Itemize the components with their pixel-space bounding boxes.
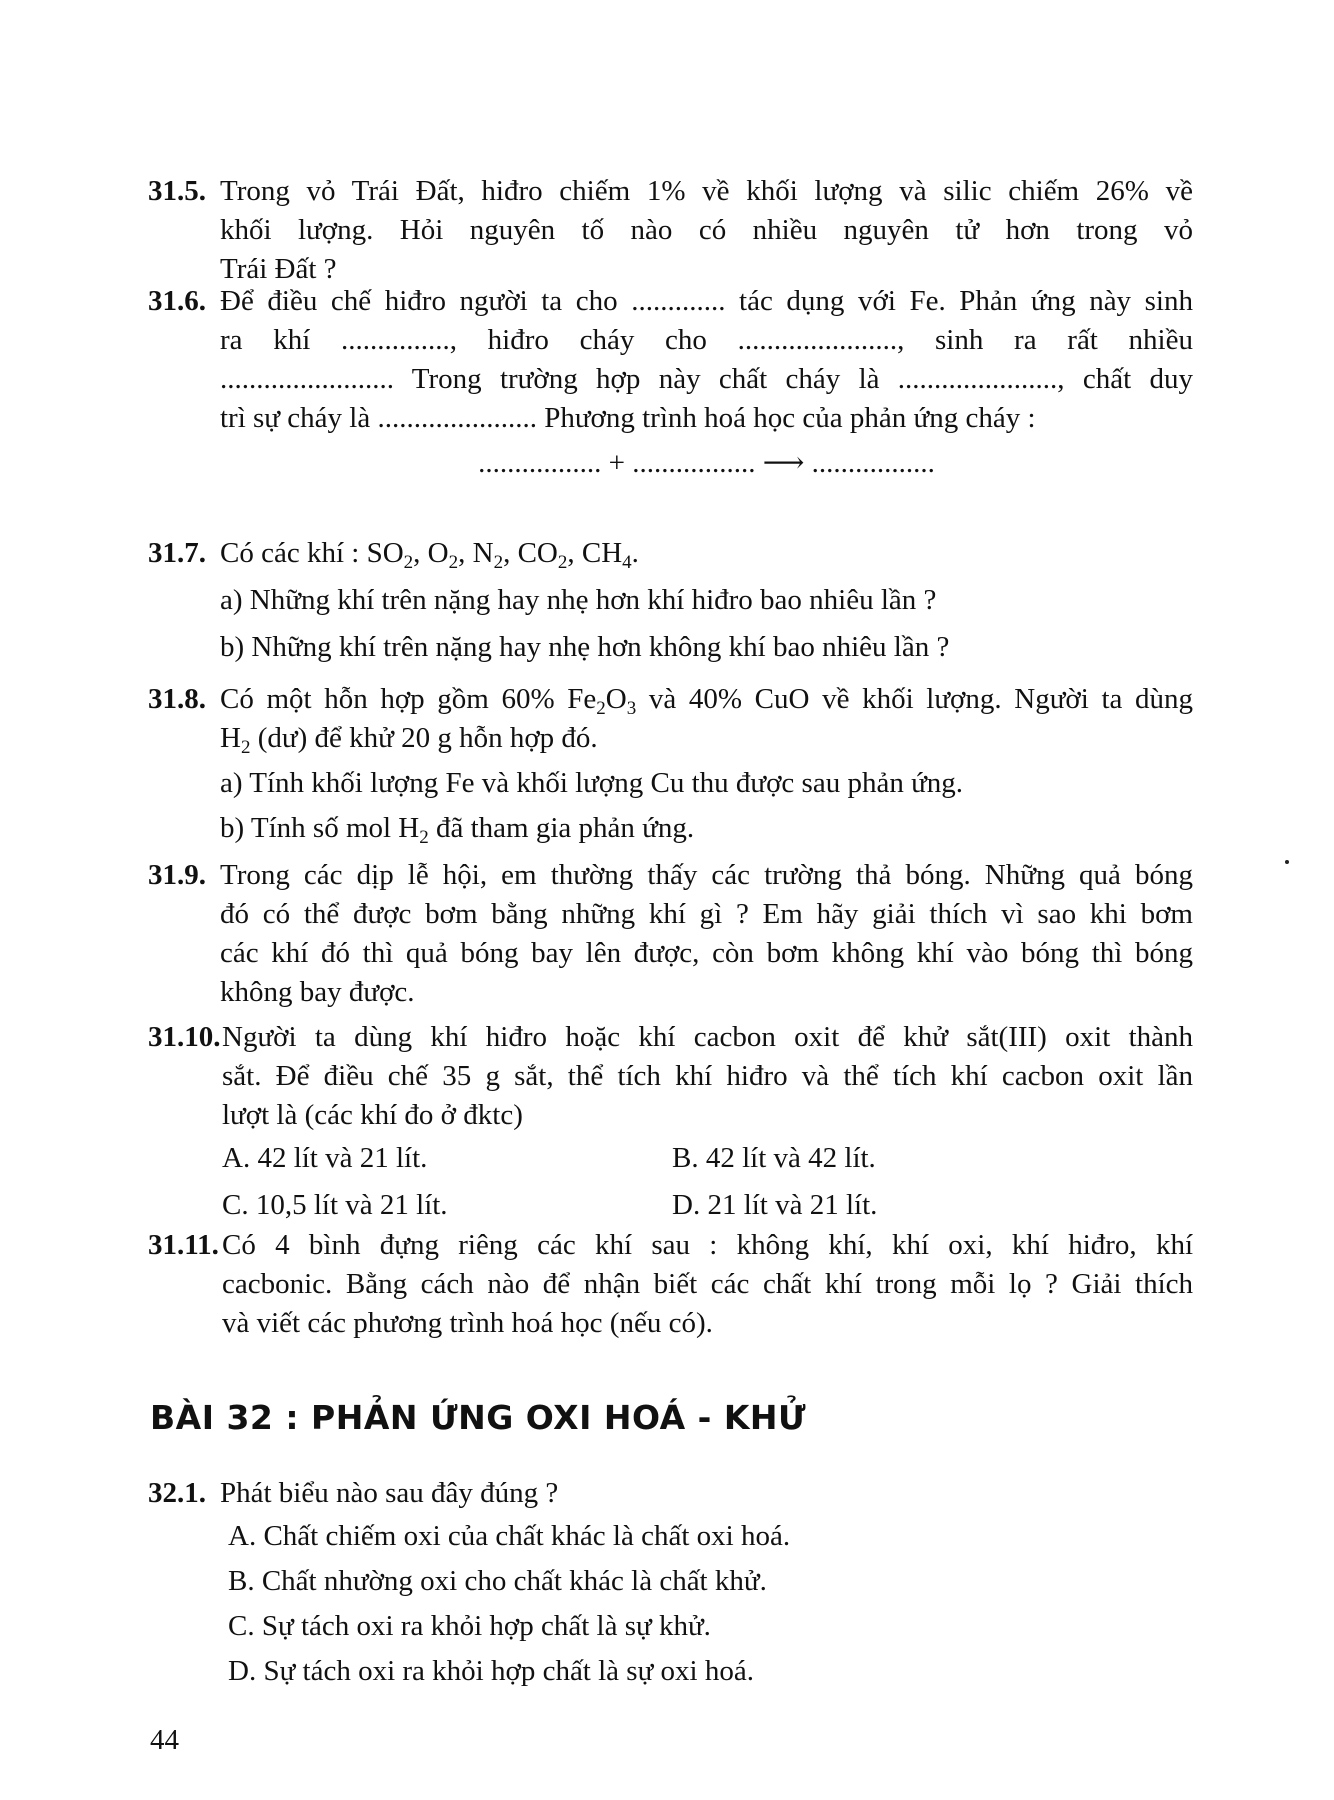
choice-d: D. 21 lít và 21 lít. <box>672 1189 878 1221</box>
choice-b: B. 42 lít và 42 lít. <box>672 1142 876 1174</box>
problem-text-line: Trong vỏ Trái Đất, hiđro chiếm 1% về khối lượng và silic chiếm 26% về <box>220 175 1193 207</box>
problem-text-line: và viết các phương trình hoá học (nếu có). <box>222 1307 713 1339</box>
problem-text-line: $H_2$ (dư) để khử 20 g hỗn hợp đó. <box>220 722 598 758</box>
problem-number: 31.10. <box>148 1021 221 1053</box>
problem-text-line: các khí đó thì quả bóng bay lên được, còn bơm không khí vào bóng thì bóng <box>220 937 1193 969</box>
problem-number: 31.7. <box>148 537 206 569</box>
choice-c: C. Sự tách oxi ra khỏi hợp chất là sự khử. <box>228 1610 711 1642</box>
problem-text-line: Để điều chế hiđro người ta cho ............. tác dụng với Fe. Phản ứng này sinh <box>220 285 1193 317</box>
sub-question-a: a) Những khí trên nặng hay nhẹ hơn khí hiđro bao nhiêu lần ? <box>220 584 937 616</box>
problem-text-line: trì sự cháy là ...................... Phương trình hoá học của phản ứng cháy : <box>220 402 1036 434</box>
choice-c: C. 10,5 lít và 21 lít. <box>222 1189 448 1221</box>
problem-31-8 <box>148 680 1193 848</box>
problem-text-line: lượt là (các khí đo ở đktc) <box>222 1099 523 1131</box>
page-number: 44 <box>150 1724 179 1756</box>
sub-question-b: b) Tính số mol $H_2$ đã tham gia phản ứng. <box>220 812 695 848</box>
problem-text-line: khối lượng. Hỏi nguyên tố nào có nhiều nguyên tử hơn trong vỏ <box>220 214 1193 246</box>
answer-choices <box>148 1139 1193 1225</box>
sub-question-b: b) Những khí trên nặng hay nhẹ hơn không khí bao nhiêu lần ? <box>220 631 950 663</box>
intro-text: Có các khí : <box>220 537 360 569</box>
problem-text-line: Trong các dịp lễ hội, em thường thấy các trường thả bóng. Những quả bóng <box>220 859 1193 891</box>
problem-text-line: ........................ Trong trường hợp này chất cháy là ......................, chất duy <box>220 363 1193 395</box>
problem-text-line: ra khí ..............., hiđro cháy cho ......................, sinh ra rất nhiều <box>220 324 1193 356</box>
sub-question-a: a) Tính khối lượng Fe và khối lượng Cu thu được sau phản ứng. <box>220 767 964 799</box>
problem-31-9 <box>148 856 1193 1012</box>
choice-d: D. Sự tách oxi ra khỏi hợp chất là sự oxi hoá. <box>228 1655 754 1687</box>
problem-31-10 <box>148 1018 1193 1225</box>
problem-number: 31.11. <box>148 1229 219 1261</box>
problem-number: 32.1. <box>148 1477 206 1509</box>
problem-number: 31.6. <box>148 285 206 317</box>
problem-31-7 <box>148 534 1193 667</box>
problem-text-line: Trái Đất ? <box>220 253 337 285</box>
section-title: BÀI 32 : PHẢN ỨNG OXI HOÁ - KHỬ <box>150 1398 807 1437</box>
problem-31-6 <box>148 282 1193 483</box>
problem-question: Phát biểu nào sau đây đúng ? <box>220 1477 559 1509</box>
problem-text-line: sắt. Để điều chế 35 g sắt, thể tích khí hiđro và thể tích khí cacbon oxit lần <box>222 1060 1193 1092</box>
problem-text-line: Có 4 bình đựng riêng các khí sau : không khí, khí oxi, khí hiđro, khí <box>222 1229 1193 1261</box>
problem-text-line <box>220 534 1193 573</box>
equation-blank: ................. + ................. ⟶ ................. <box>478 447 935 479</box>
problem-31-11 <box>148 1226 1193 1343</box>
scan-speck <box>1285 860 1289 864</box>
choice-b: B. Chất nhường oxi cho chất khác là chất khử. <box>228 1565 767 1597</box>
choice-a: A. 42 lít và 21 lít. <box>222 1142 428 1174</box>
answer-choices <box>148 1517 1193 1691</box>
problem-number: 31.5. <box>148 175 206 207</box>
problem-text-line: không bay được. <box>220 976 415 1008</box>
choice-a: A. Chất chiếm oxi của chất khác là chất oxi hoá. <box>228 1520 791 1552</box>
problem-text-line: Có một hỗn hợp gồm 60% $Fe_2O_3$ và 40% CuO về khối lượng. Người ta dùng <box>220 683 1193 719</box>
gas-list: $SO_2$, $O_2$, $N_2$, $CO_2$, $CH_4$. <box>366 537 639 573</box>
problem-text-line: đó có thể được bơm bằng những khí gì ? Em hãy giải thích vì sao khi bơm <box>220 898 1193 930</box>
problem-text-line: cacbonic. Bằng cách nào để nhận biết các chất khí trong mỗi lọ ? Giải thích <box>222 1268 1193 1300</box>
problem-31-5 <box>148 172 1193 289</box>
problem-32-1 <box>148 1474 1193 1697</box>
problem-text-line: Người ta dùng khí hiđro hoặc khí cacbon oxit để khử sắt(III) oxit thành <box>222 1021 1193 1053</box>
problem-number: 31.9. <box>148 859 206 891</box>
problem-number: 31.8. <box>148 683 206 715</box>
